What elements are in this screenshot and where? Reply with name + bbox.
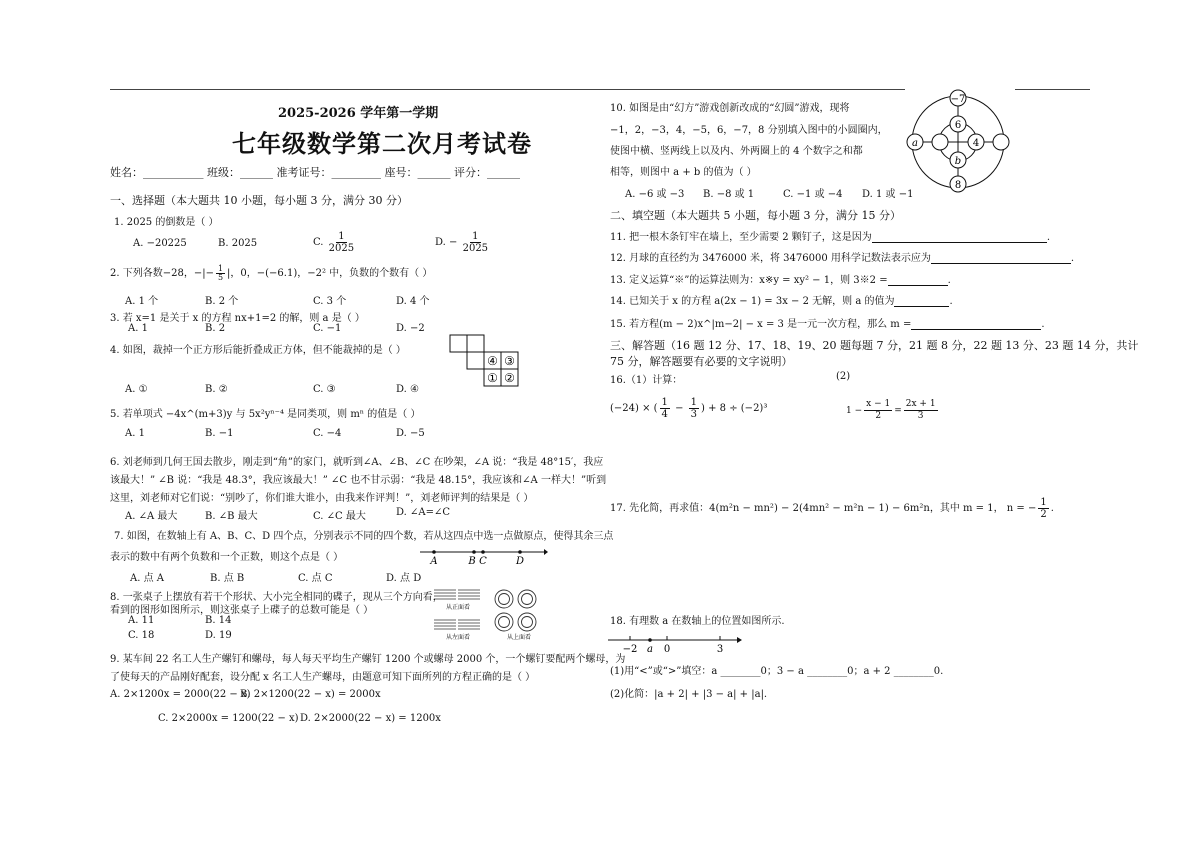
q8-option-c: C. 18 (128, 630, 155, 641)
q10-line2: −1，2，−3，4，−5，6，−7，8 分别填入图中的小圆圈内， (610, 125, 888, 136)
section2-heading: 二、填空题（本大题共 5 小题，每小题 3 分，满分 15 分） (610, 209, 901, 222)
q2-option-c: C. 3 个 (313, 296, 347, 307)
q8-option-b: B. 14 (205, 615, 232, 626)
q8-option-a: A. 11 (128, 615, 155, 626)
q10-option-d: D. 1 或 −1 (862, 189, 914, 200)
q9-line2: 了使每天的产品刚好配套，设分配 x 名工人生产螺母，由题意可知下面所列的方程正确的是（ ） (110, 672, 536, 683)
q13: 13. 定义运算“※”的运算法则为：x※y = xy² − 1，则 3※2 = . (610, 275, 951, 286)
q10-magic-circle-figure (903, 90, 1013, 192)
q6-line3: 这里，刘老师对它们说：“别吵了，你们谁大谁小，由我来作评判！”，刘老师评判的结果是（ ） (110, 493, 534, 504)
q10-line1: 10. 如图是由“幻方”游戏创新改成的“幻圆”游戏，现将 (610, 103, 850, 114)
q4-cell-2: ② (504, 371, 515, 385)
q18-tick-3: 3 (716, 644, 724, 655)
q5-stem: 5. 若单项式 −4x^(m+3)y 与 5x²yⁿ⁻⁴ 是同类项，则 mⁿ 的值是（ ） (110, 409, 421, 420)
q5-option-b: B. −1 (205, 428, 234, 439)
q8-label-left: 从左面看 (446, 634, 471, 641)
q10-label-inner-top: 6 (954, 120, 962, 131)
q18-tick-neg2: −2 (622, 644, 638, 655)
q10-option-c: C. −1 或 −4 (783, 189, 843, 200)
q7-option-c: C. 点 C (298, 573, 333, 584)
q10-label-right: 4 (972, 138, 980, 149)
q6-line1: 6. 刘老师到几何王国去散步，刚走到“角”的家门，就听到∠A、∠B、∠C 在吵架，∠A 说：“我是 48°15′，我应 (110, 457, 604, 468)
q18-number-line (608, 632, 743, 654)
q12: 12. 月球的直径约为 3476000 米，将 3476000 用科学记数法表示应为 . (610, 253, 1075, 264)
q4-cell-1: ① (487, 371, 498, 385)
q18-stem: 18. 有理数 a 在数轴上的位置如图所示. (610, 616, 785, 627)
q10-label-inner-bottom: b (954, 156, 962, 167)
q7-label-d: D (515, 556, 525, 567)
student-info: 姓名：___________ 班级：______ 准考证号：_________ 座号：______ 评分：______ (110, 166, 520, 179)
q9-option-d: D. 2×2000(22 − x) = 1200x (300, 713, 441, 724)
q18-point-a: a (647, 644, 653, 655)
q1-option-a: A. −20225 (133, 238, 187, 249)
q8-plate-views-figure (432, 585, 544, 643)
q18-part2: (2)化简：|a + 2| + |3 − a| + |a|. (610, 689, 768, 700)
q10-line4: 相等，则图中 a + b 的值为（ ） (610, 167, 757, 178)
q7-label-a: A (430, 556, 438, 567)
q10-label-left: a (912, 138, 918, 149)
q8-top-view (495, 590, 536, 631)
q7-label-b: B (468, 556, 476, 567)
q6-option-b: B. ∠B 最大 (205, 511, 258, 522)
section1-heading: 一、选择题（本大题共 10 小题，每小题 3 分，满分 30 分） (110, 194, 408, 207)
q6-option-d: D. ∠A=∠C (396, 507, 451, 518)
q8-option-d: D. 19 (205, 630, 232, 641)
q8-label-top: 从上面看 (507, 634, 532, 641)
q10-option-b: B. −8 或 1 (703, 189, 755, 200)
q9-option-a: A. 2×1200x = 2000(22 − x) (110, 689, 251, 700)
q4-option-b: B. ② (205, 384, 228, 395)
q2-option-a: A. 1 个 (125, 296, 159, 307)
q1-option-d: D. − $\frac{1}{2025}$ (435, 231, 489, 254)
q11: 11. 把一根木条钉牢在墙上，至少需要 2 颗钉子，这是因为 . (610, 232, 1050, 243)
q4-cell-3: ③ (504, 354, 515, 368)
q7-line2: 表示的数中有两个负数和一个正数，则这个点是（ ） (110, 552, 344, 563)
q3-option-d: D. −2 (396, 323, 425, 334)
q3-option-a: A. 1 (128, 323, 148, 334)
q14: 14. 已知关于 x 的方程 a(2x − 1) = 3x − 2 无解，则 a 的值为 . (610, 296, 953, 307)
q8-label-front: 从正面看 (446, 604, 471, 611)
q3-option-c: C. −1 (313, 323, 342, 334)
q18-part1: (1)用“<”或“>”填空：a ________0；3 − a ________0；a + 2 ________0. (610, 666, 944, 677)
q16-part1-label: 16.（1）计算： (610, 375, 683, 386)
exam-term: 2025-2026 学年第一学期 (278, 106, 439, 121)
q4-cube-net-figure (450, 335, 522, 390)
q4-option-a: A. ① (125, 384, 148, 395)
q9-line1: 9. 某车间 22 名工人生产螺钉和螺母，每人每天平均生产螺钉 1200 个或螺母 2000 个，一个螺钉要配两个螺母，为 (110, 654, 626, 665)
top-rule-left (110, 89, 905, 90)
q6-line2: 该最大！” ∠B 说：“我是 48.3°，我应该最大！” ∠C 也不甘示弱：“我是 48.15°，我应该和∠A 一样大！”听到 (110, 475, 607, 486)
q8-line2: 看到的图形如图所示，则这张桌子上碟子的总数可能是（ ） (110, 605, 374, 616)
q8-line1: 8. 一张桌子上摆放有若干个形状、大小完全相同的碟子，现从三个方向看， (110, 592, 443, 603)
q5-option-c: C. −4 (313, 428, 342, 439)
q15-answer-blank[interactable] (911, 329, 1041, 330)
q7-line1: 7. 如图，在数轴上有 A、B、C、D 四个点，分别表示不同的四个数，若从这四点中选一点做原点，使得其余三点 (114, 531, 614, 542)
q5-option-d: D. −5 (396, 428, 425, 439)
q6-option-a: A. ∠A 最大 (125, 511, 178, 522)
q14-answer-blank[interactable] (894, 306, 949, 307)
q2-stem: 2. 下列各数−28，−|− $\frac{1}{5}$ |，0，−(−6.1)，−2² 中，负数的个数有（ ） (110, 264, 433, 282)
q13-answer-blank[interactable] (888, 285, 948, 286)
q12-answer-blank[interactable] (931, 263, 1071, 264)
q3-stem: 3. 若 x=1 是关于 x 的方程 nx+1=2 的解，则 a 是（ ） (110, 313, 365, 324)
q16-expression-1: (−24) × ( $\frac{1}{4}$ − $\frac{1}{3}$ ) + 8 ÷ (−2)³ (610, 397, 768, 420)
q1-option-c: C. $\frac{1}{2025}$ (313, 231, 355, 254)
exam-title: 七年级数学第二次月考试卷 (232, 129, 532, 158)
q6-option-c: C. ∠C 最大 (313, 511, 366, 522)
q10-label-top: −7 (950, 94, 966, 105)
q2-option-d: D. 4 个 (396, 296, 430, 307)
q10-label-bottom: 8 (954, 180, 962, 191)
q4-cell-4: ④ (487, 354, 498, 368)
top-rule-right (1015, 89, 1090, 90)
q9-option-c: C. 2×2000x = 1200(22 − x) (158, 713, 299, 724)
q7-option-b: B. 点 B (210, 573, 245, 584)
q16-equation-2: 1 − $\frac{x - 1}{2}$ = $\frac{2x + 1}{3}$ (846, 399, 936, 421)
q11-answer-blank[interactable] (872, 242, 1047, 243)
q5-option-a: A. 1 (125, 428, 145, 439)
q7-option-a: A. 点 A (130, 573, 164, 584)
q18-tick-0: 0 (663, 644, 671, 655)
q16-part2-label: (2) (836, 371, 851, 382)
q17: 17. 先化简，再求值：4(m²n − mn²) − 2(4mn² − m²n − 1) − 6m²n，其中 m = 1， n = − $\frac{1}{2}$ . (610, 497, 1054, 520)
q7-option-d: D. 点 D (386, 573, 422, 584)
q4-stem: 4. 如图，裁掉一个正方形后能折叠成正方体，但不能裁掉的是（ ） (110, 345, 406, 356)
q9-option-b: B. 2×1200(22 − x) = 2000x (240, 689, 381, 700)
q10-option-a: A. −6 或 −3 (625, 189, 685, 200)
section3-heading-line1: 三、解答题（16 题 12 分、17、18、19、20 题每题 7 分，21 题 8 分，22 题 13 分、23 题 14 分，共计 (610, 339, 1139, 352)
q4-option-d: D. ④ (396, 384, 419, 395)
q1-option-b: B. 2025 (218, 238, 258, 249)
q7-number-line (418, 545, 548, 567)
q2-option-b: B. 2 个 (205, 296, 239, 307)
q1-stem: 1. 2025 的倒数是（ ） (114, 217, 219, 228)
q7-label-c: C (479, 556, 487, 567)
q4-option-c: C. ③ (313, 384, 336, 395)
section3-heading-line2: 75 分，解答题要有必要的文字说明） (610, 355, 793, 368)
q10-line3: 使图中横、竖两线上以及内、外两圈上的 4 个数字之和都 (610, 146, 863, 157)
q3-option-b: B. 2 (205, 323, 226, 334)
q15: 15. 若方程(m − 2)x^|m−2| − x = 3 是一元一次方程，那么 m = . (610, 319, 1045, 330)
